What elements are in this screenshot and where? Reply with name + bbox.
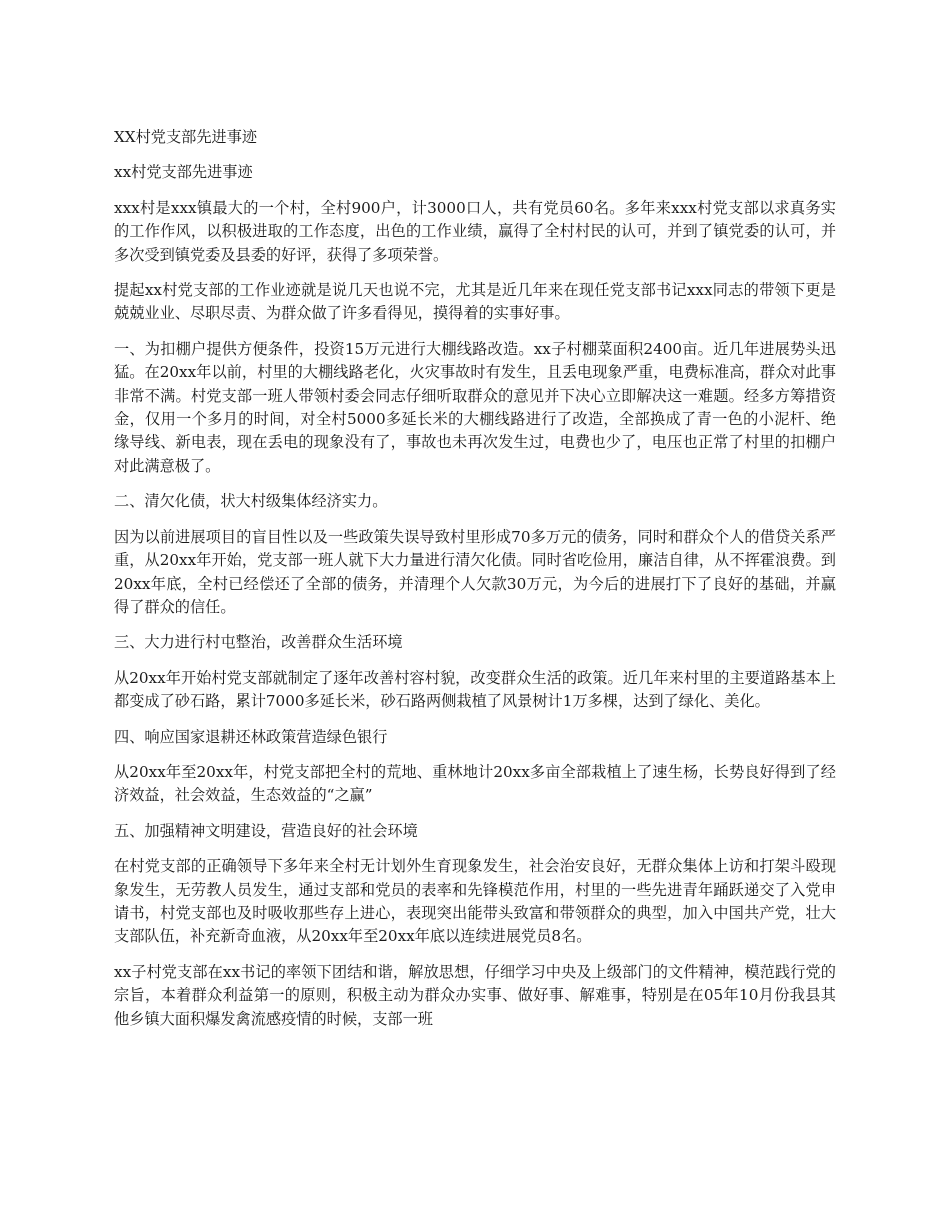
document-page (114, 126, 836, 1043)
paragraph-section-4: 从20xx年至20xx年，村党支部把全村的荒地、重林地计20xx多亩全部栽植上了速生杨，长势良好得到了经济效益，社会效益，生态效益的“之赢” (114, 762, 836, 805)
document-title: XX村党支部先进事迹 (114, 128, 258, 146)
paragraph-section-1: 一、为扣棚户提供方便条件，投资15万元进行大棚线路改造。xx子村棚菜面积2400亩。近几年进展势头迅猛。在20xx年以前，村里的大棚线路老化，火灾事故时有发生，且丢电现象严重，电费标准高，群众对此事非常不满。村党支部一班人带领村委会同志仔细听取群众的意见并下决心立即解决这一难题。经多方筹措资金，仅用一个多月的时间，对全村5000多延长米的大棚线路进行了改造，全部换成了青一色的小泥杆、绝缘导线、新电表，现在丢电的现象没有了，事故也未再次发生过，电费也少了，电压也正常了村里的扣棚户对此满意极了。 (114, 339, 836, 475)
paragraph-section-3: 从20xx年开始村党支部就制定了逐年改善村容村貌，改变群众生活的政策。近几年来村里的主要道路基本上都变成了砂石路，累计7000多延长米，砂石路两侧栽植了风景树计1万多棵，达到了绿化、美化。 (114, 668, 836, 711)
document-subtitle: xx村党支部先进事迹 (114, 163, 253, 182)
heading-section-3: 三、大力进行村屯整治，改善群众生活环境 (114, 633, 403, 652)
heading-section-2: 二、清欠化债，状大村级集体经济实力。 (114, 492, 388, 511)
paragraph-achievements: 提起xx村党支部的工作业迹就是说几天也说不完，尤其是近几年来在现任党支部书记xxx同志的带领下更是兢兢业业、尽职尽责、为群众做了许多看得见，摸得着的实事好事。 (114, 281, 836, 323)
paragraph-section-5: 在村党支部的正确领导下多年来全村无计划外生育现象发生，社会治安良好，无群众集体上访和打架斗殴现象发生，无劳教人员发生，通过支部和党员的表率和先锋模范作用，村里的一些先进青年踊跃递交了入党申请书，村党支部也及时吸收那些存上进心，表现突出能带头致富和带领群众的典型，加入中国共产党，壮大支部队伍，补充新奇血液，从20xx年至20xx年底以连续进展党员8名。 (114, 857, 836, 946)
paragraph-section-2: 因为以前进展项目的盲目性以及一些政策失误导致村里形成70多万元的债务，同时和群众个人的借贷关系严重，从20xx年开始，党支部一班人就下大力量进行清欠化债。同时省吃俭用，廉洁自律，从不挥霍浪费。到20xx年底，全村已经偿还了全部的债务，并清理个人欠款30万元，为今后的进展打下了良好的基础，并赢得了群众的信任。 (114, 527, 836, 616)
paragraph-intro: xxx村是xxx镇最大的一个村，全村900户，计3000口人，共有党员60名。多年来xxx村党支部以求真务实的工作作风，以积极进取的工作态度，出色的工作业绩，赢得了全村村民的认可，并到了镇党委的认可，并多次受到镇党委及县委的好评，获得了多项荣誉。 (114, 198, 836, 264)
paragraph-closing: xx子村党支部在xx书记的率领下团结和谐，解放思想，仔细学习中央及上级部门的文件精神，模范践行党的宗旨，本着群众利益第一的原则，积极主动为群众办实事、做好事、解难事，特别是在05年10月份我县其他乡镇大面积爆发禽流感疫情的时候，支部一班 (114, 962, 836, 1028)
heading-section-5: 五、加强精神文明建设，营造良好的社会环境 (114, 821, 418, 840)
heading-section-4: 四、响应国家退耕还林政策营造绿色银行 (114, 727, 388, 746)
